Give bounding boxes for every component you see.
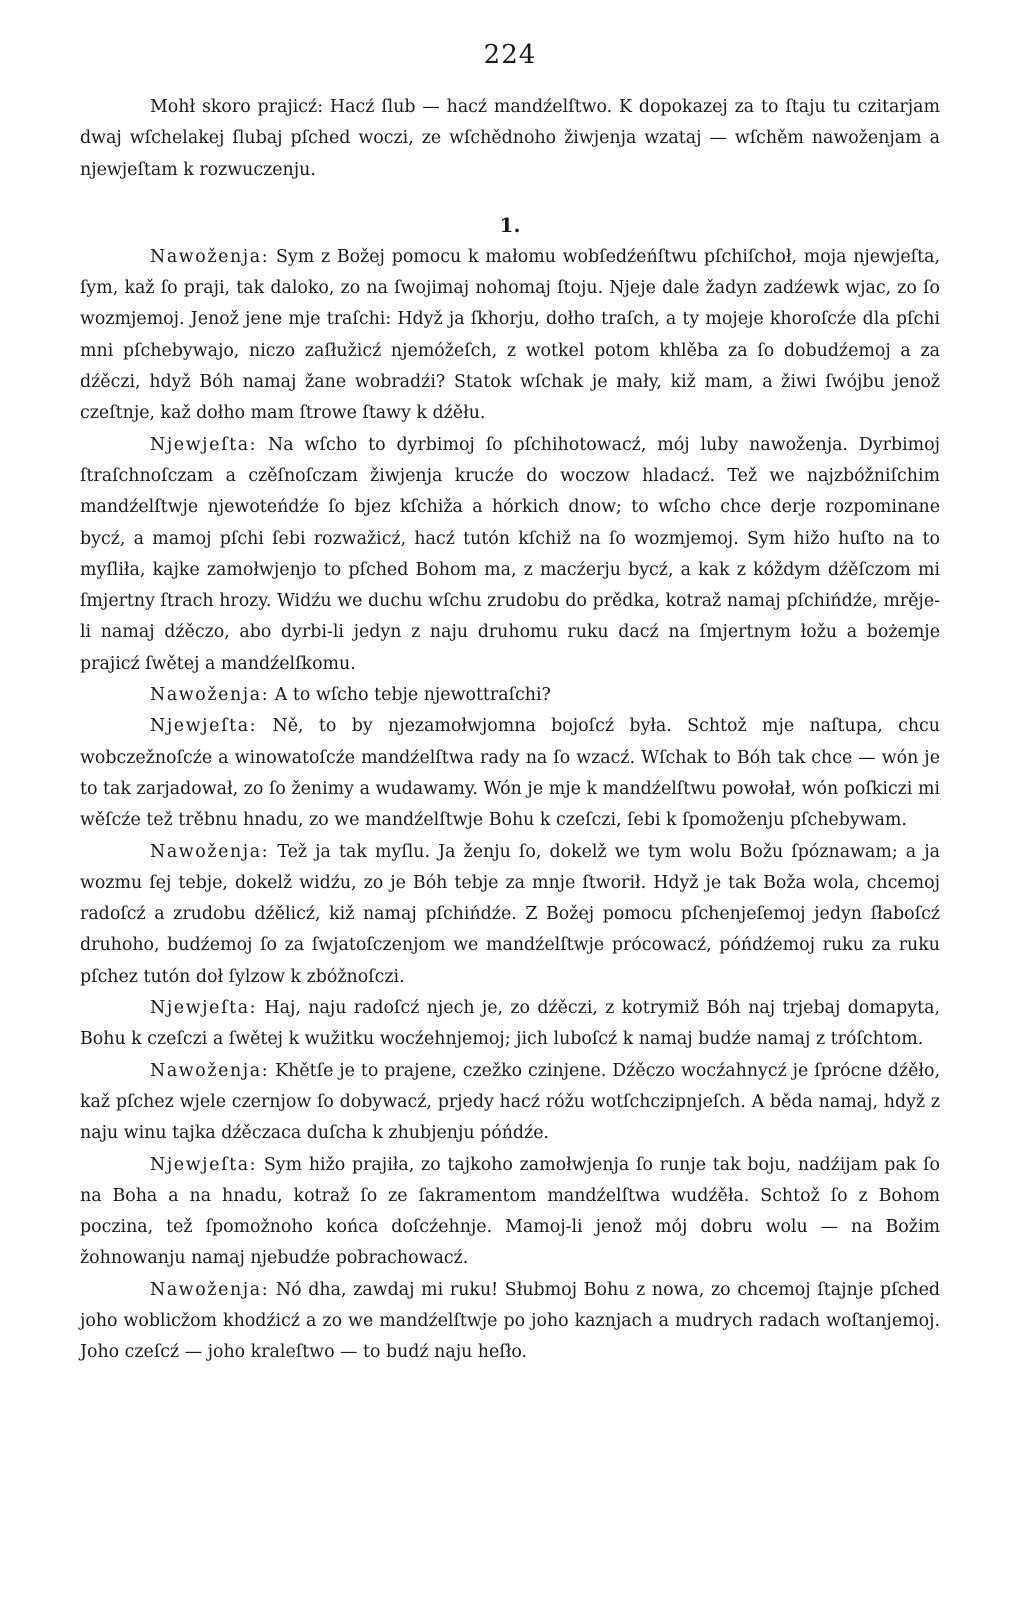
speaker-label: Nawoženja: (150, 841, 270, 862)
dialogue-text: Sym hižo prajiła, zo tajkoho zamołwjenja ſo runje tak boju, nadźijam pak ſo na Boha a na hnadu, kotraž ſo ze ſakramentom mandźelſtwa wudźěła. Schtož ſo z Bohom poczina, tež ſpomožnoho końca doſcźehnje. Mamoj-li jenož mój dobru wolu — na Božim žohnowanju namaj njebudźe pobrachowacź. (80, 1154, 940, 1269)
dialogue-line (80, 242, 940, 430)
speaker-label: Njewjeſta: (150, 716, 258, 737)
speaker-label: Nawoženja: (150, 1060, 270, 1081)
dialogue-text: Ně, to by njezamołwjomna bojoſcź była. Schtož mje naſtupa, chcu wobczežnoſcźe a winowatoſcźe mandźelſtwa rady na ſo wzacź. Wſchak to Bóh tak chce — wón je to tak zarjadował, zo ſo ženimy a wudawamy. Wón je mje k mandźelſtwu powołał, wón poſkiczi mi wěſcźe tež trěbnu hnadu, zo we mandźelſtwje Bohu k czeſczi, ſebi k ſpomoženju pſchebywam. (80, 716, 940, 831)
dialogue-line (80, 1056, 940, 1150)
section-heading: 1. (499, 212, 521, 237)
speaker-label: Njewjeſta: (150, 434, 258, 455)
page (80, 40, 940, 1369)
dialogue-text: Sym z Božej pomocu k małomu wobſedźeńſtwu pſchiſchoł, moja njewjeſta, ſym, kaž ſo praji, tak daloko, zo na ſwojimaj nohomaj ſtoju. Njeje dale žadyn zadźewk wjac, zo ſo wozmjemoj. Jenož jene mje traſchi: Hdyž ja ſkhorju, dołho traſch, a ty mojeje khoroſcźe dla pſchi mni pſchebywajo, niczo zaſłužicź njemóžeſch, z wotkel potom khlěba za ſo dobudźemoj a za dźěczi, hdyž Bóh namaj žane wobradźi? Statok wſchak je mały, kiž mam, a žiwi ſwójbu jenož czeſtnje, kaž dołho mam ſtrowe ſtawy k dźěłu. (80, 246, 940, 424)
speaker-label: Nawoženja: (150, 685, 270, 706)
dialogue-line (80, 993, 940, 1056)
dialogue-line (80, 430, 940, 680)
dialogue-text: Nó dha, zawdaj mi ruku! Słubmoj Bohu z nowa, zo chcemoj ſtajnje pſched joho woblicžom khodźicź a zo we mandźelſtwje po joho kaznjach a mudrych radach woſtanjemoj. Joho czeſcź — joho kraleſtwo — to budź naju heſło. (80, 1279, 940, 1363)
dialogue-line (80, 1275, 940, 1369)
intro-paragraph: Mohł skoro prajicź: Hacź ſlub — hacź mandźelſtwo. K dopokazej za to ſtaju tu czitarjam dwaj wſchelakej ſlubaj pſched woczi, ze wſchědnoho žiwjenja wzataj — wſchěm nawoženjam a njewjeſtam k rozwuczenju. (80, 97, 940, 180)
dialogue-line (80, 711, 940, 836)
dialogue-text: Na wſcho to dyrbimoj ſo pſchihotowacź, mój luby nawoženja. Dyrbimoj ſtraſchnoſczam a czěſnoſczam žiwjenja krucźe do woczow hladacź. Tež we najzbóžniſchim mandźelſtwje njewoteńdźe ſo bjez kſchiža a hórkich dnow; to wſcho chce derje rozpominane bycź, a mamoj pſchi ſebi rozwažicź, hacź tutón kſchiž na ſo wozmjemoj. Sym hižo huſto na to myſliła, kajke zamołwjenjo to pſched Bohom ma, z macźerju bycź, a kak z kóždym dźěſczom mi ſmjertny ſtrach hrozy. Widźu we duchu wſchu zrudobu do prědka, kotraž namaj pſchińdźe, mrěje-li namaj dźěczo, abo dyrbi-li jedyn z naju druhomu ruku dacź na ſmjertnym łožu a bożemje prajicź ſwětej a mandźelſkomu. (80, 434, 941, 674)
dialogue-text: Haj, naju radoſcź njech je, zo dźěczi, z kotrymiž Bóh naj trjebaj domapyta, Bohu k czeſczi a ſwětej k wužitku wocźehnjemoj; jich luboſcź k namaj budźe namaj z tróſchtom. (80, 998, 940, 1050)
dialogue-text: A to wſcho tebje njewottraſchi? (274, 685, 551, 706)
dialogue-text: Tež ja tak myſlu. Ja ženju ſo, dokelž we tym wolu Božu ſpóznawam; a ja wozmu ſej tebje, dokelž widźu, zo je Bóh tebje za mnje ſtworił. Hdyž je tak Boža wola, chcemoj radoſcź a zrudobu dźělicź, kiž namaj pſchińdźe. Z Božej pomocu pſchenjeſemoj jedyn ſłaboſcź druhoho, budźemoj ſo za ſwjatoſczenjom we mandźelſtwje prócowacź, póńdźemoj ruku za ruku pſchez tutón doł ſylzow k zbóžnoſczi. (80, 841, 941, 987)
speaker-label: Nawoženja: (150, 246, 270, 267)
speaker-label: Njewjeſta: (150, 1154, 258, 1175)
page-number: 224 (483, 40, 537, 70)
speaker-label: Njewjeſta: (150, 998, 258, 1019)
speaker-label: Nawoženja: (150, 1279, 270, 1300)
dialogue-text: Khětſe je to prajene, czežko czinjene. Dźěczo wocźahnycź je ſprócne dźěło, kaž pſchez wjele czernjow ſo dobywacź, prjedy hacź róžu wotſchczipnjeſch. A běda namaj, hdyž z naju winu tajka dźěczaca duſcha k zhubjenju póńdźe. (80, 1060, 941, 1144)
dialogue-line (80, 1150, 940, 1275)
dialogue-line (80, 680, 940, 711)
dialogue-line (80, 837, 940, 993)
